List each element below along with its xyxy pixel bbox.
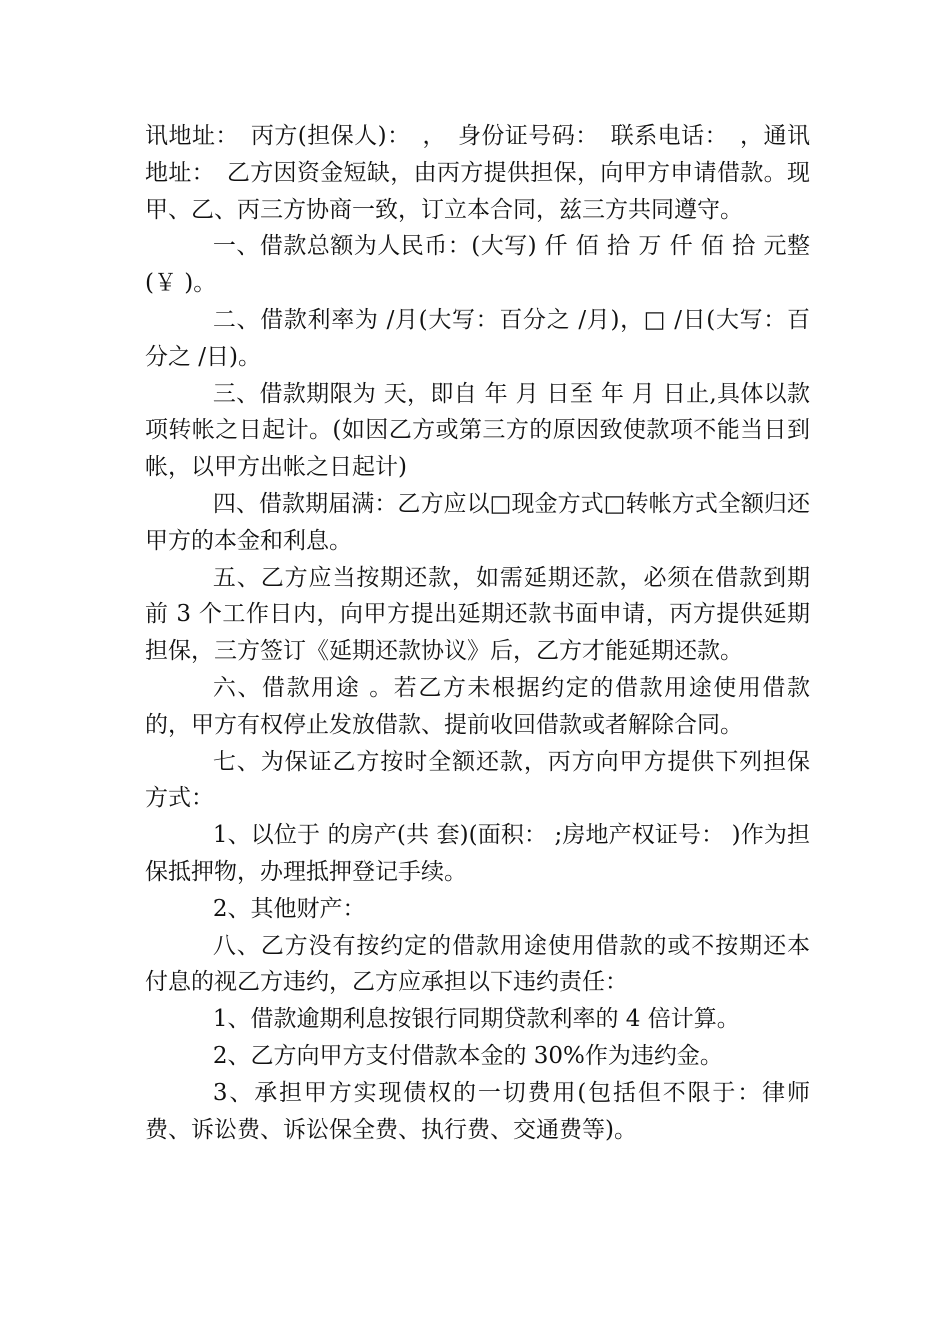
clause-guarantee-other: 2、其他财产： xyxy=(212,895,366,922)
paragraph-intro-parties: 讯地址： 丙方(担保人)： ， 身份证号码： 联系电话： ，通讯地址： 乙方因资金短缺，由丙方提供担保，向甲方申请借款。现甲、乙、丙三方协商一致，订立本合同，兹三方共同遵守。 xyxy=(145,123,810,223)
clause-repayment-method: 四、借款期届满：乙方应以□现金方式□转帐方式全额归还甲方的本金和利息。 xyxy=(145,490,810,554)
clause-breach-penalty: 2、乙方向甲方支付借款本金的 30%作为违约金。 xyxy=(212,1042,723,1069)
clause-breach: 八、乙方没有按约定的借款用途使用借款的或不按期还本付息的视乙方违约，乙方应承担以下违约责任： xyxy=(145,932,810,996)
clause-loan-purpose: 六、借款用途 。若乙方未根据约定的借款用途使用借款的，甲方有权停止发放借款、提前收回借款或者解除合同。 xyxy=(145,674,810,738)
contract-body xyxy=(145,118,810,1148)
clause-loan-amount: 一、借款总额为人民币：(大写) 仟 佰 拾 万 仟 佰 拾 元整(￥ )。 xyxy=(145,233,810,297)
clause-loan-term: 三、借款期限为 天，即自 年 月 日至 年 月 日止,具体以款项转帐之日起计。(如因乙方或第三方的原因致使款项不能当日到帐，以甲方出帐之日起计) xyxy=(145,380,810,481)
clause-guarantee-property: 1、以位于 的房产(共 套)(面积： ;房地产权证号： )作为担保抵押物，办理抵押登记手续。 xyxy=(145,822,810,885)
clause-breach-costs: 3、承担甲方实现债权的一切费用(包括但不限于：律师费、诉讼费、诉讼保全费、执行费、交通费等)。 xyxy=(145,1079,810,1143)
clause-interest-rate: 二、借款利率为 /月(大写：百分之 /月)，□ /日(大写：百分之 /日)。 xyxy=(145,306,810,370)
clause-breach-overdue-interest: 1、借款逾期利息按银行同期贷款利率的 4 倍计算。 xyxy=(212,1006,740,1033)
clause-extension: 五、乙方应当按期还款，如需延期还款，必须在借款到期前 3 个工作日内，向甲方提出延期还款书面申请，丙方提供延期担保，三方签订《延期还款协议》后，乙方才能延期还款。 xyxy=(145,564,810,665)
clause-guarantee: 七、为保证乙方按时全额还款，丙方向甲方提供下列担保方式： xyxy=(145,748,810,812)
